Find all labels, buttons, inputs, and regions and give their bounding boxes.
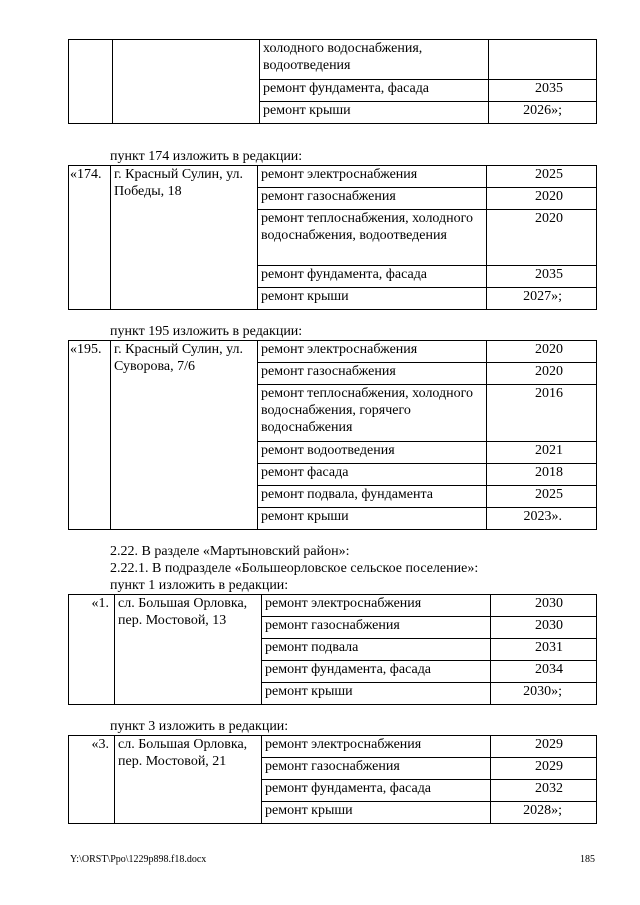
table-continuation (68, 39, 597, 124)
instruction-text: пункт 195 изложить в редакции: (110, 324, 303, 339)
work-cell: ремонт электроснабжения (262, 595, 491, 617)
year-cell: 2026»; (489, 102, 597, 124)
item-number: «174. (69, 166, 111, 310)
instruction-text: пункт 174 изложить в редакции: (110, 149, 303, 164)
item-number: «1. (69, 595, 115, 705)
year-cell: 2029 (491, 758, 597, 780)
item-number: «195. (69, 341, 111, 530)
work-cell: ремонт электроснабжения (258, 341, 487, 363)
item-number: «3. (69, 736, 115, 824)
year-cell: 2035 (489, 80, 597, 102)
subsection-heading: 2.22.1. В подразделе «Большеорловское сельское поселение»: (110, 561, 479, 576)
year-cell: 2020 (487, 210, 597, 266)
year-cell: 2031 (491, 639, 597, 661)
work-cell: ремонт крыши (262, 683, 491, 705)
year-cell: 2030»; (491, 683, 597, 705)
year-cell: 2032 (491, 780, 597, 802)
work-cell: ремонт крыши (258, 508, 487, 530)
table-item-3 (68, 735, 597, 824)
year-cell: 2016 (487, 385, 597, 442)
work-cell: ремонт электроснабжения (258, 166, 487, 188)
instruction-text: пункт 1 изложить в редакции: (110, 578, 289, 593)
work-cell: ремонт крыши (262, 802, 491, 824)
year-cell: 2030 (491, 617, 597, 639)
year-cell: 2020 (487, 363, 597, 385)
section-heading: 2.22. В разделе «Мартыновский район»: (110, 544, 350, 559)
table-item-174 (68, 165, 597, 310)
year-cell: 2020 (487, 341, 597, 363)
address-cell: г. Красный Сулин, ул. Суворова, 7/6 (111, 341, 258, 530)
year-cell: 2021 (487, 442, 597, 464)
year-cell: 2020 (487, 188, 597, 210)
year-cell: 2028»; (491, 802, 597, 824)
work-cell: ремонт фундамента, фасада (258, 266, 487, 288)
year-cell: 2025 (487, 486, 597, 508)
work-cell: ремонт фундамента, фасада (260, 80, 489, 102)
num-cell (69, 40, 113, 124)
year-cell: 2035 (487, 266, 597, 288)
work-cell: ремонт фасада (258, 464, 487, 486)
year-cell: 2030 (491, 595, 597, 617)
year-cell: 2034 (491, 661, 597, 683)
year-cell: 2023». (487, 508, 597, 530)
work-cell: ремонт фундамента, фасада (262, 661, 491, 683)
work-cell: ремонт крыши (260, 102, 489, 124)
year-cell: 2029 (491, 736, 597, 758)
address-cell: сл. Большая Орловка, пер. Мостовой, 13 (115, 595, 262, 705)
work-cell: ремонт водоотведения (258, 442, 487, 464)
year-cell (489, 40, 597, 80)
work-cell: ремонт подвала, фундамента (258, 486, 487, 508)
work-cell: ремонт газоснабжения (262, 617, 491, 639)
address-cell: сл. Большая Орловка, пер. Мостовой, 21 (115, 736, 262, 824)
work-cell: ремонт электроснабжения (262, 736, 491, 758)
work-cell: ремонт газоснабжения (258, 188, 487, 210)
address-cell: г. Красный Сулин, ул. Победы, 18 (111, 166, 258, 310)
year-cell: 2018 (487, 464, 597, 486)
work-cell: ремонт газоснабжения (262, 758, 491, 780)
work-cell: ремонт газоснабжения (258, 363, 487, 385)
year-cell: 2027»; (487, 288, 597, 310)
work-cell: ремонт теплоснабжения, холодного водоснабжения, водоотведения (258, 210, 487, 266)
work-cell: ремонт фундамента, фасада (262, 780, 491, 802)
address-cell (113, 40, 260, 124)
year-cell: 2025 (487, 166, 597, 188)
work-cell: ремонт крыши (258, 288, 487, 310)
footer-file-path: Y:\ORST\Ppo\1229p898.f18.docx (70, 854, 207, 865)
work-cell: холодного водоснабжения, водоотведения (260, 40, 489, 80)
table-item-1 (68, 594, 597, 705)
page-number: 185 (580, 854, 595, 865)
work-cell: ремонт теплоснабжения, холодного водоснабжения, горячего водоснабжения (258, 385, 487, 442)
table-item-195 (68, 340, 597, 530)
instruction-text: пункт 3 изложить в редакции: (110, 719, 289, 734)
work-cell: ремонт подвала (262, 639, 491, 661)
